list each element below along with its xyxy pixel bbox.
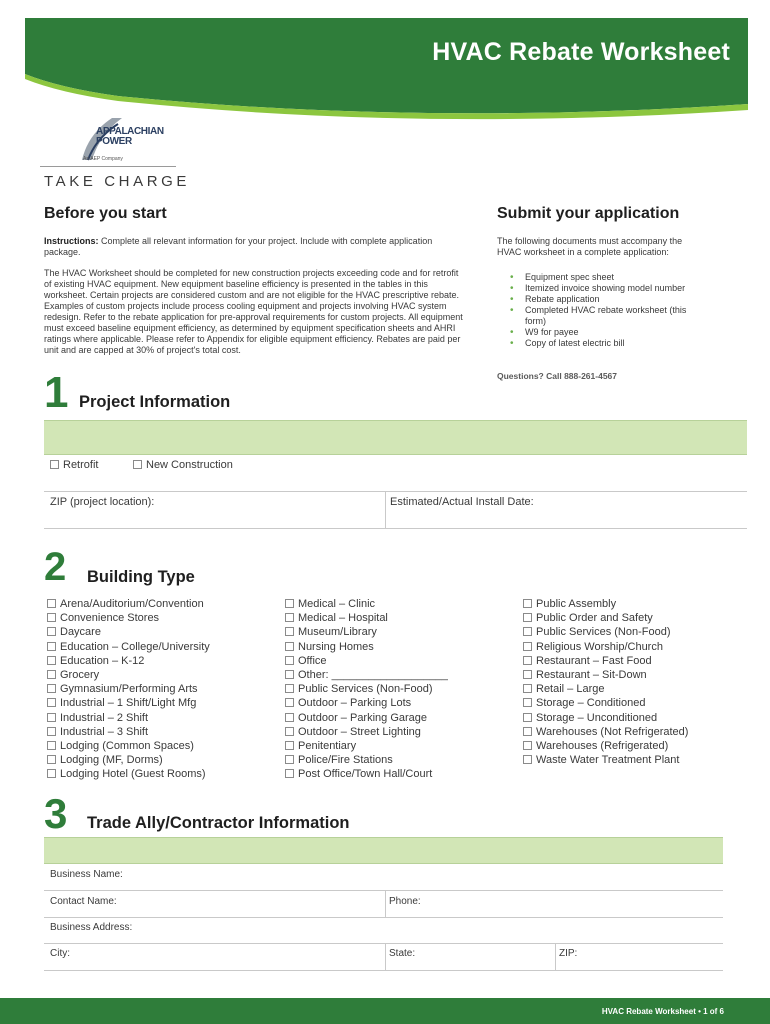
building-type-label: Convenience Stores: [60, 612, 160, 625]
building-type-option[interactable]: [285, 753, 448, 767]
divider: [385, 943, 386, 970]
building-type-column-1: [47, 597, 210, 782]
building-type-label: Gymnasium/Performing Arts: [60, 683, 198, 696]
building-type-checkbox[interactable]: [47, 642, 56, 651]
building-type-checkbox[interactable]: [47, 684, 56, 693]
building-type-option[interactable]: [523, 668, 688, 682]
section-3-band: [44, 837, 723, 864]
building-type-checkbox[interactable]: [47, 613, 56, 622]
building-type-label: Storage – Unconditioned: [536, 711, 658, 724]
building-type-label: Penitentiary: [298, 740, 357, 753]
logo-divider: [40, 166, 176, 167]
building-type-option[interactable]: [285, 711, 448, 725]
building-type-label: Public Order and Safety: [536, 612, 653, 625]
building-type-option[interactable]: [523, 753, 688, 767]
building-type-option[interactable]: [285, 682, 448, 696]
building-type-option[interactable]: [47, 767, 210, 781]
state-field[interactable]: State:: [389, 948, 416, 959]
building-type-label: Other: ___________________: [298, 669, 448, 682]
building-type-checkbox[interactable]: [285, 684, 294, 693]
page-number: HVAC Rebate Worksheet • 1 of 6: [601, 1007, 724, 1016]
building-type-option[interactable]: [523, 625, 688, 639]
building-type-label: Industrial – 1 Shift/Light Mfg: [60, 697, 197, 710]
before-start-body: The HVAC Worksheet should be completed for new construction projects exceeding code and for retrofit of existing HVAC equipment. New equipment baseline efficiency is presented in the tables in this worksheet. Certain projects are considered custom and are not eligible for the HVAC prescriptive rebate. Examples of custom projects include process cooling equipment and projects involving HVAC system redesign. Refer to the rebate application for pre-approval requirements for custom projects. All equipment must exceed baseline equipment efficiency, as determined by equipment specification sheets and AHRI ratings where applicable. Please refer to Appendix for eligible equipment efficiency. Rebates are paid per unit and are capped at 30% of project's total cost.: [44, 268, 463, 355]
submit-heading: Submit your application: [497, 205, 680, 222]
building-type-label: Warehouses (Refrigerated): [536, 740, 669, 753]
new-construction-label: New Construction: [146, 459, 233, 471]
zip-field[interactable]: ZIP:: [559, 948, 578, 959]
building-type-checkbox[interactable]: [523, 755, 532, 764]
building-type-checkbox[interactable]: [523, 713, 532, 722]
divider: [385, 491, 386, 528]
list-item: • Itemized invoice showing model number: [510, 283, 690, 294]
building-type-checkbox[interactable]: [47, 656, 56, 665]
building-type-checkbox[interactable]: [285, 698, 294, 707]
building-type-label: Restaurant – Fast Food: [536, 654, 652, 667]
install-date-field[interactable]: Estimated/Actual Install Date:: [390, 496, 534, 508]
building-type-checkbox[interactable]: [285, 613, 294, 622]
building-type-checkbox[interactable]: [523, 670, 532, 679]
building-type-option[interactable]: [285, 739, 448, 753]
logo-text-line1: APPALACHIAN: [96, 126, 164, 137]
logo-subtitle: An AEP Company: [83, 156, 123, 162]
page-title: HVAC Rebate Worksheet: [432, 38, 730, 66]
building-type-label: Retail – Large: [536, 683, 605, 696]
building-type-option[interactable]: [523, 725, 688, 739]
building-type-label: Grocery: [60, 669, 100, 682]
divider: [44, 917, 723, 918]
building-type-checkbox[interactable]: [285, 741, 294, 750]
footer-bar: [0, 998, 770, 1024]
divider: [44, 890, 723, 891]
list-item: • Completed HVAC rebate worksheet (this form): [510, 305, 690, 327]
building-type-checkbox[interactable]: [285, 627, 294, 636]
building-type-checkbox[interactable]: [285, 727, 294, 736]
section-2-number: 2: [44, 545, 67, 589]
building-type-option[interactable]: [523, 739, 688, 753]
building-type-label: Medical – Hospital: [298, 612, 388, 625]
building-type-checkbox[interactable]: [47, 769, 56, 778]
submit-intro: The following documents must accompany the HVAC worksheet in a complete application:: [497, 236, 683, 257]
building-type-label: Lodging (Common Spaces): [60, 740, 194, 753]
phone-field[interactable]: Phone:: [389, 896, 421, 907]
building-type-option[interactable]: [47, 668, 210, 682]
building-type-label: Outdoor – Street Lighting: [298, 725, 421, 738]
building-type-label: Storage – Conditioned: [536, 697, 646, 710]
building-type-option[interactable]: [523, 640, 688, 654]
building-type-label: Warehouses (Not Refrigerated): [536, 725, 689, 738]
list-item: • Copy of latest electric bill: [510, 338, 690, 349]
building-type-option[interactable]: [285, 654, 448, 668]
building-type-label: Medical – Clinic: [298, 598, 376, 610]
building-type-label: Daycare: [60, 626, 101, 639]
building-type-label: Waste Water Treatment Plant: [536, 754, 680, 767]
building-type-label: Post Office/Town Hall/Court: [298, 768, 433, 781]
building-type-option[interactable]: [47, 753, 210, 767]
list-item: • Rebate application: [510, 294, 690, 305]
building-type-checkbox[interactable]: [47, 698, 56, 707]
divider: [44, 491, 747, 492]
building-type-checkbox[interactable]: [285, 670, 294, 679]
contact-name-field[interactable]: Contact Name:: [50, 896, 117, 907]
building-type-checkbox[interactable]: [285, 599, 294, 608]
section-2-title: Building Type: [87, 568, 195, 586]
building-type-label: Outdoor – Parking Garage: [298, 711, 428, 724]
divider: [44, 528, 747, 529]
building-type-option[interactable]: [285, 640, 448, 654]
building-type-checkbox[interactable]: [285, 713, 294, 722]
building-type-option[interactable]: [285, 597, 448, 611]
divider: [44, 943, 723, 944]
building-type-checkbox[interactable]: [47, 713, 56, 722]
city-field[interactable]: City:: [50, 948, 70, 959]
section-1-number: 1: [44, 368, 69, 417]
building-type-checkbox[interactable]: [523, 599, 532, 608]
building-type-checkbox[interactable]: [47, 727, 56, 736]
retrofit-checkbox[interactable]: [50, 460, 59, 469]
zip-project-field[interactable]: ZIP (project location):: [50, 496, 155, 508]
list-item: • W9 for payee: [510, 327, 690, 338]
building-type-option[interactable]: [47, 597, 210, 611]
building-type-option[interactable]: [47, 611, 210, 625]
company-logo: [78, 116, 178, 166]
logo-text-line2: POWER: [96, 136, 132, 147]
building-type-option[interactable]: [47, 625, 210, 639]
retrofit-label: Retrofit: [63, 459, 99, 471]
building-type-checkbox[interactable]: [47, 670, 56, 679]
building-type-label: Museum/Library: [298, 626, 377, 639]
building-type-option[interactable]: [47, 640, 210, 654]
building-type-label: Education – College/University: [60, 640, 210, 653]
divider: [44, 970, 723, 971]
building-type-option[interactable]: [285, 611, 448, 625]
building-type-label: Religious Worship/Church: [536, 640, 663, 653]
building-type-checkbox[interactable]: [47, 627, 56, 636]
new-construction-checkbox[interactable]: [133, 460, 142, 469]
building-type-checkbox[interactable]: [47, 741, 56, 750]
building-type-checkbox[interactable]: [285, 656, 294, 665]
building-type-column-2: [285, 597, 448, 782]
building-type-option[interactable]: [47, 682, 210, 696]
building-type-label: Lodging Hotel (Guest Rooms): [60, 768, 206, 781]
building-type-checkbox[interactable]: [285, 755, 294, 764]
building-type-checkbox[interactable]: [285, 769, 294, 778]
building-type-checkbox[interactable]: [523, 741, 532, 750]
instructions-text: [44, 236, 444, 258]
building-type-label: Education – K-12: [60, 654, 145, 667]
questions-phone: Questions? Call 888-261-4567: [497, 371, 618, 381]
building-type-option[interactable]: [285, 625, 448, 639]
building-type-column-3: [523, 597, 688, 767]
building-type-option[interactable]: [285, 767, 448, 781]
building-type-option[interactable]: [523, 696, 688, 710]
building-type-label: Arena/Auditorium/Convention: [60, 598, 204, 610]
building-type-option[interactable]: [47, 654, 210, 668]
list-item: • Equipment spec sheet: [510, 272, 690, 283]
building-type-checkbox[interactable]: [47, 599, 56, 608]
section-1-title: Project Information: [79, 393, 231, 411]
building-type-option[interactable]: [285, 725, 448, 739]
building-type-label: Police/Fire Stations: [298, 754, 393, 767]
building-type-checkbox[interactable]: [47, 755, 56, 764]
section-1-band: [44, 420, 747, 455]
tagline: TAKE CHARGE: [44, 173, 191, 190]
retrofit-option[interactable]: [50, 459, 98, 471]
divider: [385, 890, 386, 917]
building-type-option[interactable]: [523, 654, 688, 668]
building-type-checkbox[interactable]: [523, 627, 532, 636]
new-construction-option[interactable]: [133, 459, 233, 471]
before-start-heading: Before you start: [44, 205, 167, 222]
building-type-label: Outdoor – Parking Lots: [298, 697, 412, 710]
building-type-option[interactable]: [47, 725, 210, 739]
building-type-checkbox[interactable]: [523, 656, 532, 665]
building-type-option[interactable]: [47, 711, 210, 725]
building-type-label: Public Services (Non-Food): [536, 626, 671, 639]
building-type-label: Lodging (MF, Dorms): [60, 754, 163, 767]
business-address-field[interactable]: Business Address:: [50, 922, 133, 933]
section-3-title: Trade Ally/Contractor Information: [87, 814, 350, 832]
building-type-label: Industrial – 2 Shift: [60, 711, 149, 724]
building-type-checkbox[interactable]: [523, 727, 532, 736]
section-3-number: 3: [44, 790, 68, 837]
building-type-option[interactable]: [523, 597, 688, 611]
building-type-checkbox[interactable]: [523, 684, 532, 693]
building-type-checkbox[interactable]: [523, 698, 532, 707]
building-type-option[interactable]: [47, 696, 210, 710]
building-type-checkbox[interactable]: [285, 642, 294, 651]
building-type-checkbox[interactable]: [523, 642, 532, 651]
instructions-label: Instructions:: [44, 236, 99, 246]
building-type-label: Public Assembly: [536, 598, 617, 610]
building-type-label: Office: [298, 654, 327, 667]
building-type-option[interactable]: [47, 739, 210, 753]
required-documents-list: [510, 272, 690, 349]
business-name-field[interactable]: Business Name:: [50, 869, 123, 880]
building-type-label: Industrial – 3 Shift: [60, 725, 149, 738]
building-type-option[interactable]: [285, 696, 448, 710]
instructions-body: Complete all relevant information for your project. Include with complete application package.: [44, 236, 433, 257]
building-type-label: Public Services (Non-Food): [298, 683, 433, 696]
building-type-label: Nursing Homes: [298, 640, 374, 653]
building-type-option[interactable]: [285, 668, 448, 682]
divider: [555, 943, 556, 970]
building-type-option[interactable]: [523, 611, 688, 625]
building-type-option[interactable]: [523, 711, 688, 725]
building-type-label: Restaurant – Sit-Down: [536, 669, 647, 682]
building-type-checkbox[interactable]: [523, 613, 532, 622]
building-type-option[interactable]: [523, 682, 688, 696]
